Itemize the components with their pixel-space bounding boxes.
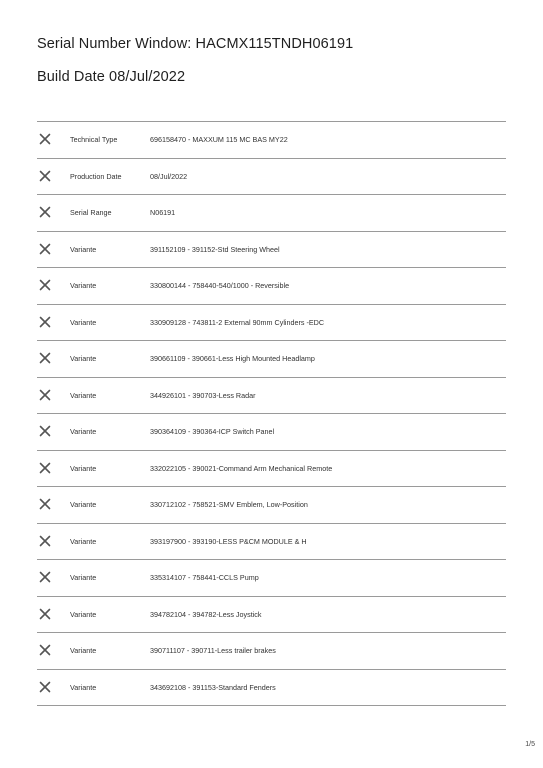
close-x-icon (39, 462, 51, 474)
close-x-icon (39, 279, 51, 291)
row-label: Variante (70, 390, 97, 400)
table-row (37, 524, 506, 561)
close-x-icon (39, 535, 51, 547)
row-value: 08/Jul/2022 (150, 171, 188, 181)
table-row (37, 451, 506, 488)
close-x-icon (39, 681, 51, 693)
row-value: 393197900 - 393190-LESS P&CM MODULE & H (150, 536, 307, 546)
row-value: 390661109 - 390661-Less High Mounted Headlamp (150, 354, 315, 363)
close-x-icon (39, 425, 51, 437)
close-x-icon (39, 644, 51, 656)
row-value: 390711107 - 390711-Less trailer brakes (150, 646, 276, 655)
page-number: 1/5 (525, 741, 535, 748)
table-row (37, 159, 506, 196)
close-x-icon (39, 571, 51, 583)
row-value: 335314107 - 758441-CCLS Pump (150, 573, 259, 582)
table-row (37, 341, 506, 378)
close-x-icon (39, 206, 51, 218)
close-x-icon (39, 243, 51, 255)
close-x-icon (39, 352, 51, 364)
close-x-icon (39, 316, 51, 328)
row-label: Variante (70, 500, 97, 509)
row-value: 390364109 - 390364-ICP Switch Panel (150, 427, 275, 436)
row-value: 330800144 - 758440-540/1000 - Reversible (150, 281, 290, 290)
close-x-icon (39, 170, 51, 182)
table-row (37, 378, 506, 415)
table-row (37, 414, 506, 451)
close-x-icon (39, 133, 51, 145)
row-label: Production Date (70, 171, 122, 181)
table-row (37, 122, 506, 159)
table-row (37, 195, 506, 232)
row-value: 332022105 - 390021-Command Arm Mechanical Remote (150, 463, 333, 473)
specification-table (37, 121, 506, 706)
close-x-icon (39, 608, 51, 620)
row-label: Variante (70, 646, 97, 655)
row-value: N06191 (150, 208, 176, 217)
row-label: Variante (70, 573, 97, 582)
table-row (37, 232, 506, 269)
row-label: Technical Type (70, 135, 118, 144)
close-x-icon (39, 389, 51, 401)
row-label: Variante (70, 244, 97, 254)
row-label: Variante (70, 536, 97, 546)
row-value: 330712102 - 758521-SMV Emblem, Low-Position (150, 500, 308, 509)
row-value: 344926101 - 390703-Less Radar (150, 390, 256, 400)
row-value: 394782104 - 394782-Less Joystick (150, 609, 262, 619)
row-value: 391152109 - 391152-Std Steering Wheel (150, 244, 280, 254)
row-value: 343692108 - 391153-Standard Fenders (150, 682, 276, 692)
table-row (37, 268, 506, 305)
row-label: Variante (70, 317, 97, 327)
row-label: Variante (70, 463, 97, 473)
table-row (37, 305, 506, 342)
row-value: 330909128 - 743811-2 External 90mm Cylinders -EDC (150, 317, 325, 327)
row-label: Variante (70, 281, 97, 290)
table-row (37, 633, 506, 670)
build-date-title: Build Date 08/Jul/2022 (37, 69, 186, 85)
row-label: Variante (70, 682, 97, 692)
serial-number-title: Serial Number Window: HACMX115TNDH06191 (37, 36, 354, 52)
table-row (37, 597, 506, 634)
row-label: Serial Range (70, 208, 112, 217)
close-x-icon (39, 498, 51, 510)
row-label: Variante (70, 354, 97, 363)
row-value: 696158470 - MAXXUM 115 MC BAS MY22 (150, 135, 288, 144)
table-row (37, 670, 506, 707)
row-label: Variante (70, 427, 97, 436)
table-row (37, 560, 506, 597)
row-label: Variante (70, 609, 97, 619)
table-row (37, 487, 506, 524)
